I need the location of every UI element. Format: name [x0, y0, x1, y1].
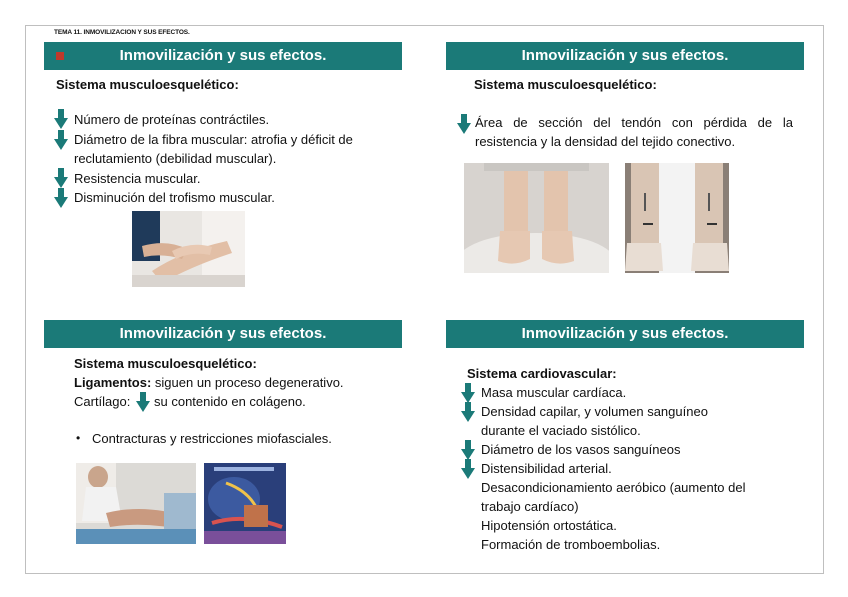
slide-3-bullet-item: Contracturas y restricciones miofasciales.: [92, 431, 332, 446]
slide-1-item: Número de proteínas contráctiles.: [74, 112, 270, 127]
physio-stretch-photo: [76, 463, 196, 544]
slide-4-item-continued: durante el vaciado sistólico.: [481, 423, 641, 438]
decrease-arrow-icon: [457, 114, 471, 134]
ligamentos-text: siguen un proceso degenerativo.: [151, 375, 344, 390]
slide-2-item-continued: resistencia y la densidad del tejido conectivo.: [475, 134, 736, 149]
slide-1-title-bar: [44, 42, 402, 70]
slide-4-item: Densidad capilar, y volumen sanguíneo: [481, 404, 708, 419]
slide-4-item: Distensibilidad arterial.: [481, 461, 612, 476]
bare-feet-photo: [464, 163, 609, 273]
slide-4-item: Desacondicionamiento aeróbico (aumento del: [481, 480, 746, 495]
decrease-arrow-icon: [461, 440, 475, 460]
decrease-arrow-icon: [54, 168, 68, 188]
decrease-arrow-icon: [54, 188, 68, 208]
slide-1-subhead: Sistema musculoesquelético:: [56, 77, 239, 92]
decrease-arrow-icon: [461, 383, 475, 403]
slide-1-item-continued: reclutamiento (debilidad muscular).: [74, 151, 277, 166]
decrease-arrow-icon: [461, 459, 475, 479]
slide-1-item: Disminución del trofismo muscular.: [74, 190, 275, 205]
slide-4-title-bar: [446, 320, 804, 348]
slide-3-cartilago-text: su contenido en colágeno.: [154, 394, 306, 409]
slide-4-item: Hipotensión ortostática.: [481, 518, 617, 533]
decrease-arrow-icon: [54, 130, 68, 150]
decrease-arrow-icon: [54, 109, 68, 129]
slide-3-title-bar: [44, 320, 402, 348]
slide-1-title: Inmovilización y sus efectos.: [119, 47, 327, 64]
document-header: TEMA 11. INMOVILIZACION Y SUS EFECTOS.: [54, 29, 190, 36]
slide-3-subhead: Sistema musculoesquelético:: [74, 356, 257, 371]
slide-4-subhead: Sistema cardiovascular:: [467, 366, 617, 381]
connective-tissue-illustration: [204, 463, 286, 544]
slide-2-subhead: Sistema musculoesquelético:: [474, 77, 657, 92]
slide-2-title: Inmovilización y sus efectos.: [521, 47, 729, 64]
slide-2-title-bar: [446, 42, 804, 70]
slide-1-item: Diámetro de la fibra muscular: atrofia y déficit de: [74, 132, 353, 147]
decrease-arrow-icon: [136, 392, 150, 412]
slide-4-item: Masa muscular cardíaca.: [481, 385, 627, 400]
slide-4-title: Inmovilización y sus efectos.: [521, 325, 729, 342]
slide-3-cartilago-label: Cartílago:: [74, 394, 131, 409]
decrease-arrow-icon: [461, 402, 475, 422]
ligamentos-label: Ligamentos:: [74, 375, 152, 390]
slide-1-item: Resistencia muscular.: [74, 171, 201, 186]
slide-4-item: Formación de tromboembolias.: [481, 537, 661, 552]
slide-marker-icon: [56, 52, 64, 60]
bullet-dot-icon: •: [76, 431, 81, 445]
leg-massage-photo: [132, 211, 245, 287]
slide-4-item: Diámetro de los vasos sanguíneos: [481, 442, 681, 457]
slide-3-title: Inmovilización y sus efectos.: [119, 325, 327, 342]
slide-4-item-continued: trabajo cardíaco): [481, 499, 579, 514]
ankle-tendon-photo: [625, 163, 729, 273]
slide-3-ligamentos-line: [74, 375, 344, 390]
slide-2-item: Área de sección del tendón con pérdida de la: [475, 115, 793, 130]
